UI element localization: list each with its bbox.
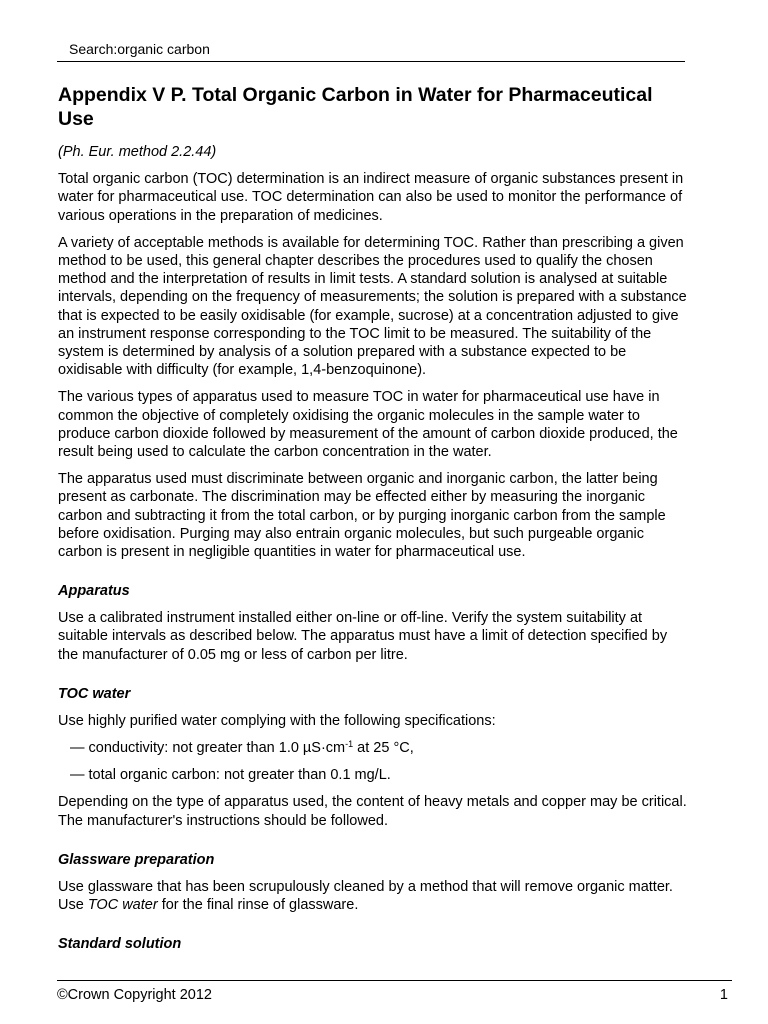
paragraph: The apparatus used must discriminate between organic and inorganic carbon, the latter being present as carbonate. The discrimination may be effected either by measuring the inorganic carbon and subtracting it from the total carbon, or by purging inorganic carbon from the sample before oxidisation. Purging may also entrain organic molecules, but such purgeable organic carbon is present in negligible quantities in water for pharmaceutical use. [58,471,666,561]
section-heading-glassware: Glassware preparation [58,851,215,868]
page-number: 1 [719,987,728,1003]
section-heading-toc-water: TOC water [58,685,131,702]
copyright-notice: ©Crown Copyright 2012 [57,987,212,1003]
header-divider [57,61,685,62]
spec-conductivity: — conductivity: not greater than 1.0 $\mu S\cdot cm^{-1}$ at 25 °C, [70,739,414,757]
toc-water-intro: Use highly purified water complying with the following specifications: [58,712,496,729]
toc-water-term: TOC water [87,897,158,914]
footer-divider [57,980,732,981]
toc-water-note: Depending on the type of apparatus used, the content of heavy metals and copper may be critical. The manufacturer's instructions should be followed. [58,794,687,829]
unit-superscript: -1 [345,739,354,750]
search-header: Search:organic carbon [69,41,210,57]
document-body [58,83,688,962]
glassware-text: Use glassware that has been scrupulously cleaned by a method that will remove organic matter. Use TOC water for the final rinse of glassware. [58,878,673,914]
paragraph: A variety of acceptable methods is available for determining TOC. Rather than prescribing a given method to be used, this general chapter describes the procedures used to qualify the chosen method and the interpretation of results in limit tests. A standard solution is analysed at suitable intervals, depending on the frequency of measurements; the solution is prepared with a substance that is expected to be easily oxidisable (for example, sucrose) at a concentration adjusted to give an instrument response corresponding to the TOC limit to be measured. The suitability of the system is determined by analysis of a solution prepared with a substance expected to be oxidisable with difficulty (for example, 1,4-benzoquinone). [58,234,687,379]
page-title: Appendix V P. Total Organic Carbon in Water for Pharmaceutical Use [58,84,653,130]
method-reference: (Ph. Eur. method 2.2.44) [58,144,217,160]
paragraph: Total organic carbon (TOC) determination is an indirect measure of organic substances present in water for pharmaceutical use. TOC determination can also be used to monitor the performance of various operations in the preparation of medicines. [58,171,684,224]
spec-total-organic-carbon: — total organic carbon: not greater than 0.1 mg/L. [70,767,391,784]
section-heading-apparatus: Apparatus [58,583,130,600]
section-heading-standard-solution: Standard solution [58,936,182,953]
apparatus-text: Use a calibrated instrument installed either on-line or off-line. Verify the system suitability at suitable intervals as described below. The apparatus must have a limit of detection specified by the manufacturer of 0.05 mg or less of carbon per litre. [58,610,668,663]
paragraph: The various types of apparatus used to measure TOC in water for pharmaceutical use have in common the objective of completely oxidising the organic molecules in the sample water to produce carbon dioxide followed by measurement of the amount of carbon dioxide produced, the result being used to calculate the carbon concentration in the water. [58,389,678,461]
